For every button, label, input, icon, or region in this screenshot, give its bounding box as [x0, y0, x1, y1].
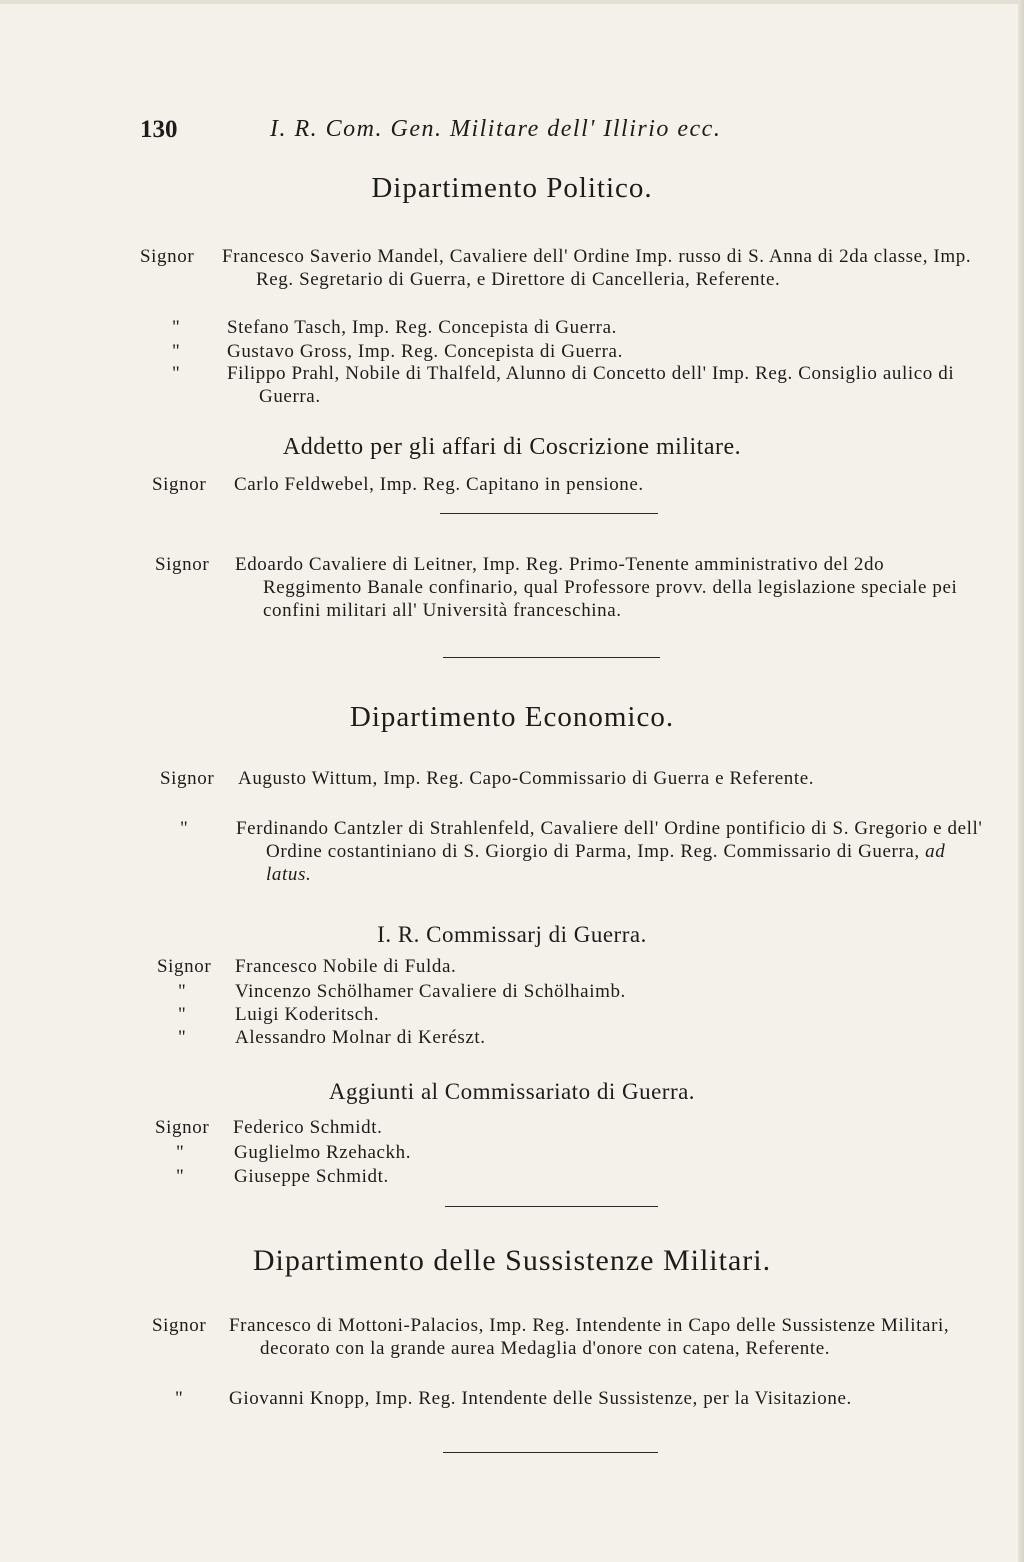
list-item — [172, 340, 952, 364]
entry-lead: " — [180, 818, 189, 839]
running-head: I. R. Com. Gen. Militare dell' Illirio ecc. — [270, 116, 722, 142]
entry-text — [236, 817, 986, 886]
entry-text: Alessandro Molnar di Kerészt. — [235, 1027, 486, 1048]
entry-text: Filippo Prahl, Nobile di Thalfeld, Alunno di Concetto dell' Imp. Reg. Consiglio aulico di Guerra. — [227, 363, 955, 407]
list-item — [176, 1165, 946, 1189]
divider — [443, 1452, 658, 1453]
entry-text: Giovanni Knopp, Imp. Reg. Intendente delle Sussistenze, per la Visitazione. — [229, 1388, 852, 1409]
list-item — [176, 1141, 946, 1165]
entry-text: Francesco Saverio Mandel, Cavaliere dell' Ordine Imp. russo di S. Anna di 2da classe, Imp. Reg. Segretario di Guerra, e Direttore di Cancelleria, Referente. — [222, 246, 972, 290]
section-title: Aggiunti al Commissariato di Guerra. — [328, 1079, 696, 1104]
section-title: Dipartimento Politico. — [371, 172, 653, 204]
list-item — [172, 362, 957, 410]
entry-lead: Signor — [140, 246, 195, 267]
list-item — [178, 1003, 948, 1027]
entry-text: Federico Schmidt. — [233, 1117, 383, 1138]
entry-text: Francesco di Mottoni-Palacios, Imp. Reg. Intendente in Capo delle Sussistenze Militari, decorato con la grande aurea Medaglia d'onore con catena, Referente. — [229, 1315, 950, 1359]
divider — [443, 657, 660, 658]
list-item — [172, 316, 952, 340]
entry-lead: " — [176, 1166, 185, 1187]
divider — [440, 513, 658, 514]
entry-lead: " — [172, 317, 181, 338]
page-number: 130 — [140, 116, 178, 143]
page-edge — [0, 0, 1024, 4]
section-title: Dipartimento delle Sussistenze Militari. — [252, 1244, 772, 1277]
entry-text-italic: ad latus. — [266, 841, 946, 885]
entry-text: Francesco Nobile di Fulda. — [235, 956, 457, 977]
section-title: I. R. Commissarj di Guerra. — [377, 922, 647, 947]
list-item — [140, 245, 972, 315]
entry-lead: " — [172, 341, 181, 362]
entry-lead: Signor — [155, 554, 210, 575]
entry-lead: Signor — [157, 956, 212, 977]
entry-text: Stefano Tasch, Imp. Reg. Concepista di Guerra. — [227, 317, 617, 338]
entry-text: Vincenzo Schölhamer Cavaliere di Schölhaimb. — [235, 981, 626, 1002]
list-item — [180, 817, 983, 889]
entry-text-main: Ferdinando Cantzler di Strahlenfeld, Cavaliere dell' Ordine pontificio di S. Gregorio e dell' Ordine costantiniano di S. Giorgio di Parma, Imp. Reg. Commissario di Guerra, — [236, 818, 983, 862]
list-item — [152, 1314, 957, 1386]
entry-lead: " — [178, 1027, 187, 1048]
list-item — [175, 1387, 957, 1435]
entry-lead: " — [176, 1142, 185, 1163]
entry-lead: " — [178, 1004, 187, 1025]
entry-text: Carlo Feldwebel, Imp. Reg. Capitano in pensione. — [234, 474, 644, 495]
entry-text: Edoardo Cavaliere di Leitner, Imp. Reg. Primo-Tenente amministrativo del 2do Reggimento Banale confinario, qual Professore provv. della legislazione speciale pei confini militari all' Università franceschina. — [235, 554, 958, 621]
section-title: Addetto per gli affari di Coscrizione militare. — [282, 434, 742, 460]
list-item — [178, 980, 948, 1004]
entry-text: Luigi Koderitsch. — [235, 1004, 380, 1025]
entry-text: Giuseppe Schmidt. — [234, 1166, 389, 1187]
entry-lead: " — [172, 363, 181, 384]
divider — [445, 1206, 658, 1207]
running-header — [140, 116, 840, 150]
list-item — [160, 767, 955, 813]
list-item — [178, 1026, 948, 1050]
entry-text: Augusto Wittum, Imp. Reg. Capo-Commissario di Guerra e Referente. — [238, 768, 815, 789]
entry-lead: " — [175, 1388, 184, 1409]
page-edge — [1018, 0, 1024, 1562]
list-item — [155, 553, 958, 648]
entry-text: Guglielmo Rzehackh. — [234, 1142, 412, 1163]
list-item — [155, 1116, 945, 1140]
section-title: Dipartimento Economico. — [349, 701, 675, 733]
entry-lead: Signor — [155, 1117, 210, 1138]
list-item — [152, 473, 952, 497]
list-item — [157, 955, 947, 979]
entry-lead: Signor — [152, 1315, 207, 1336]
entry-lead: " — [178, 981, 187, 1002]
entry-lead: Signor — [152, 474, 207, 495]
entry-text: Gustavo Gross, Imp. Reg. Concepista di Guerra. — [227, 341, 623, 362]
entry-lead: Signor — [160, 768, 215, 789]
